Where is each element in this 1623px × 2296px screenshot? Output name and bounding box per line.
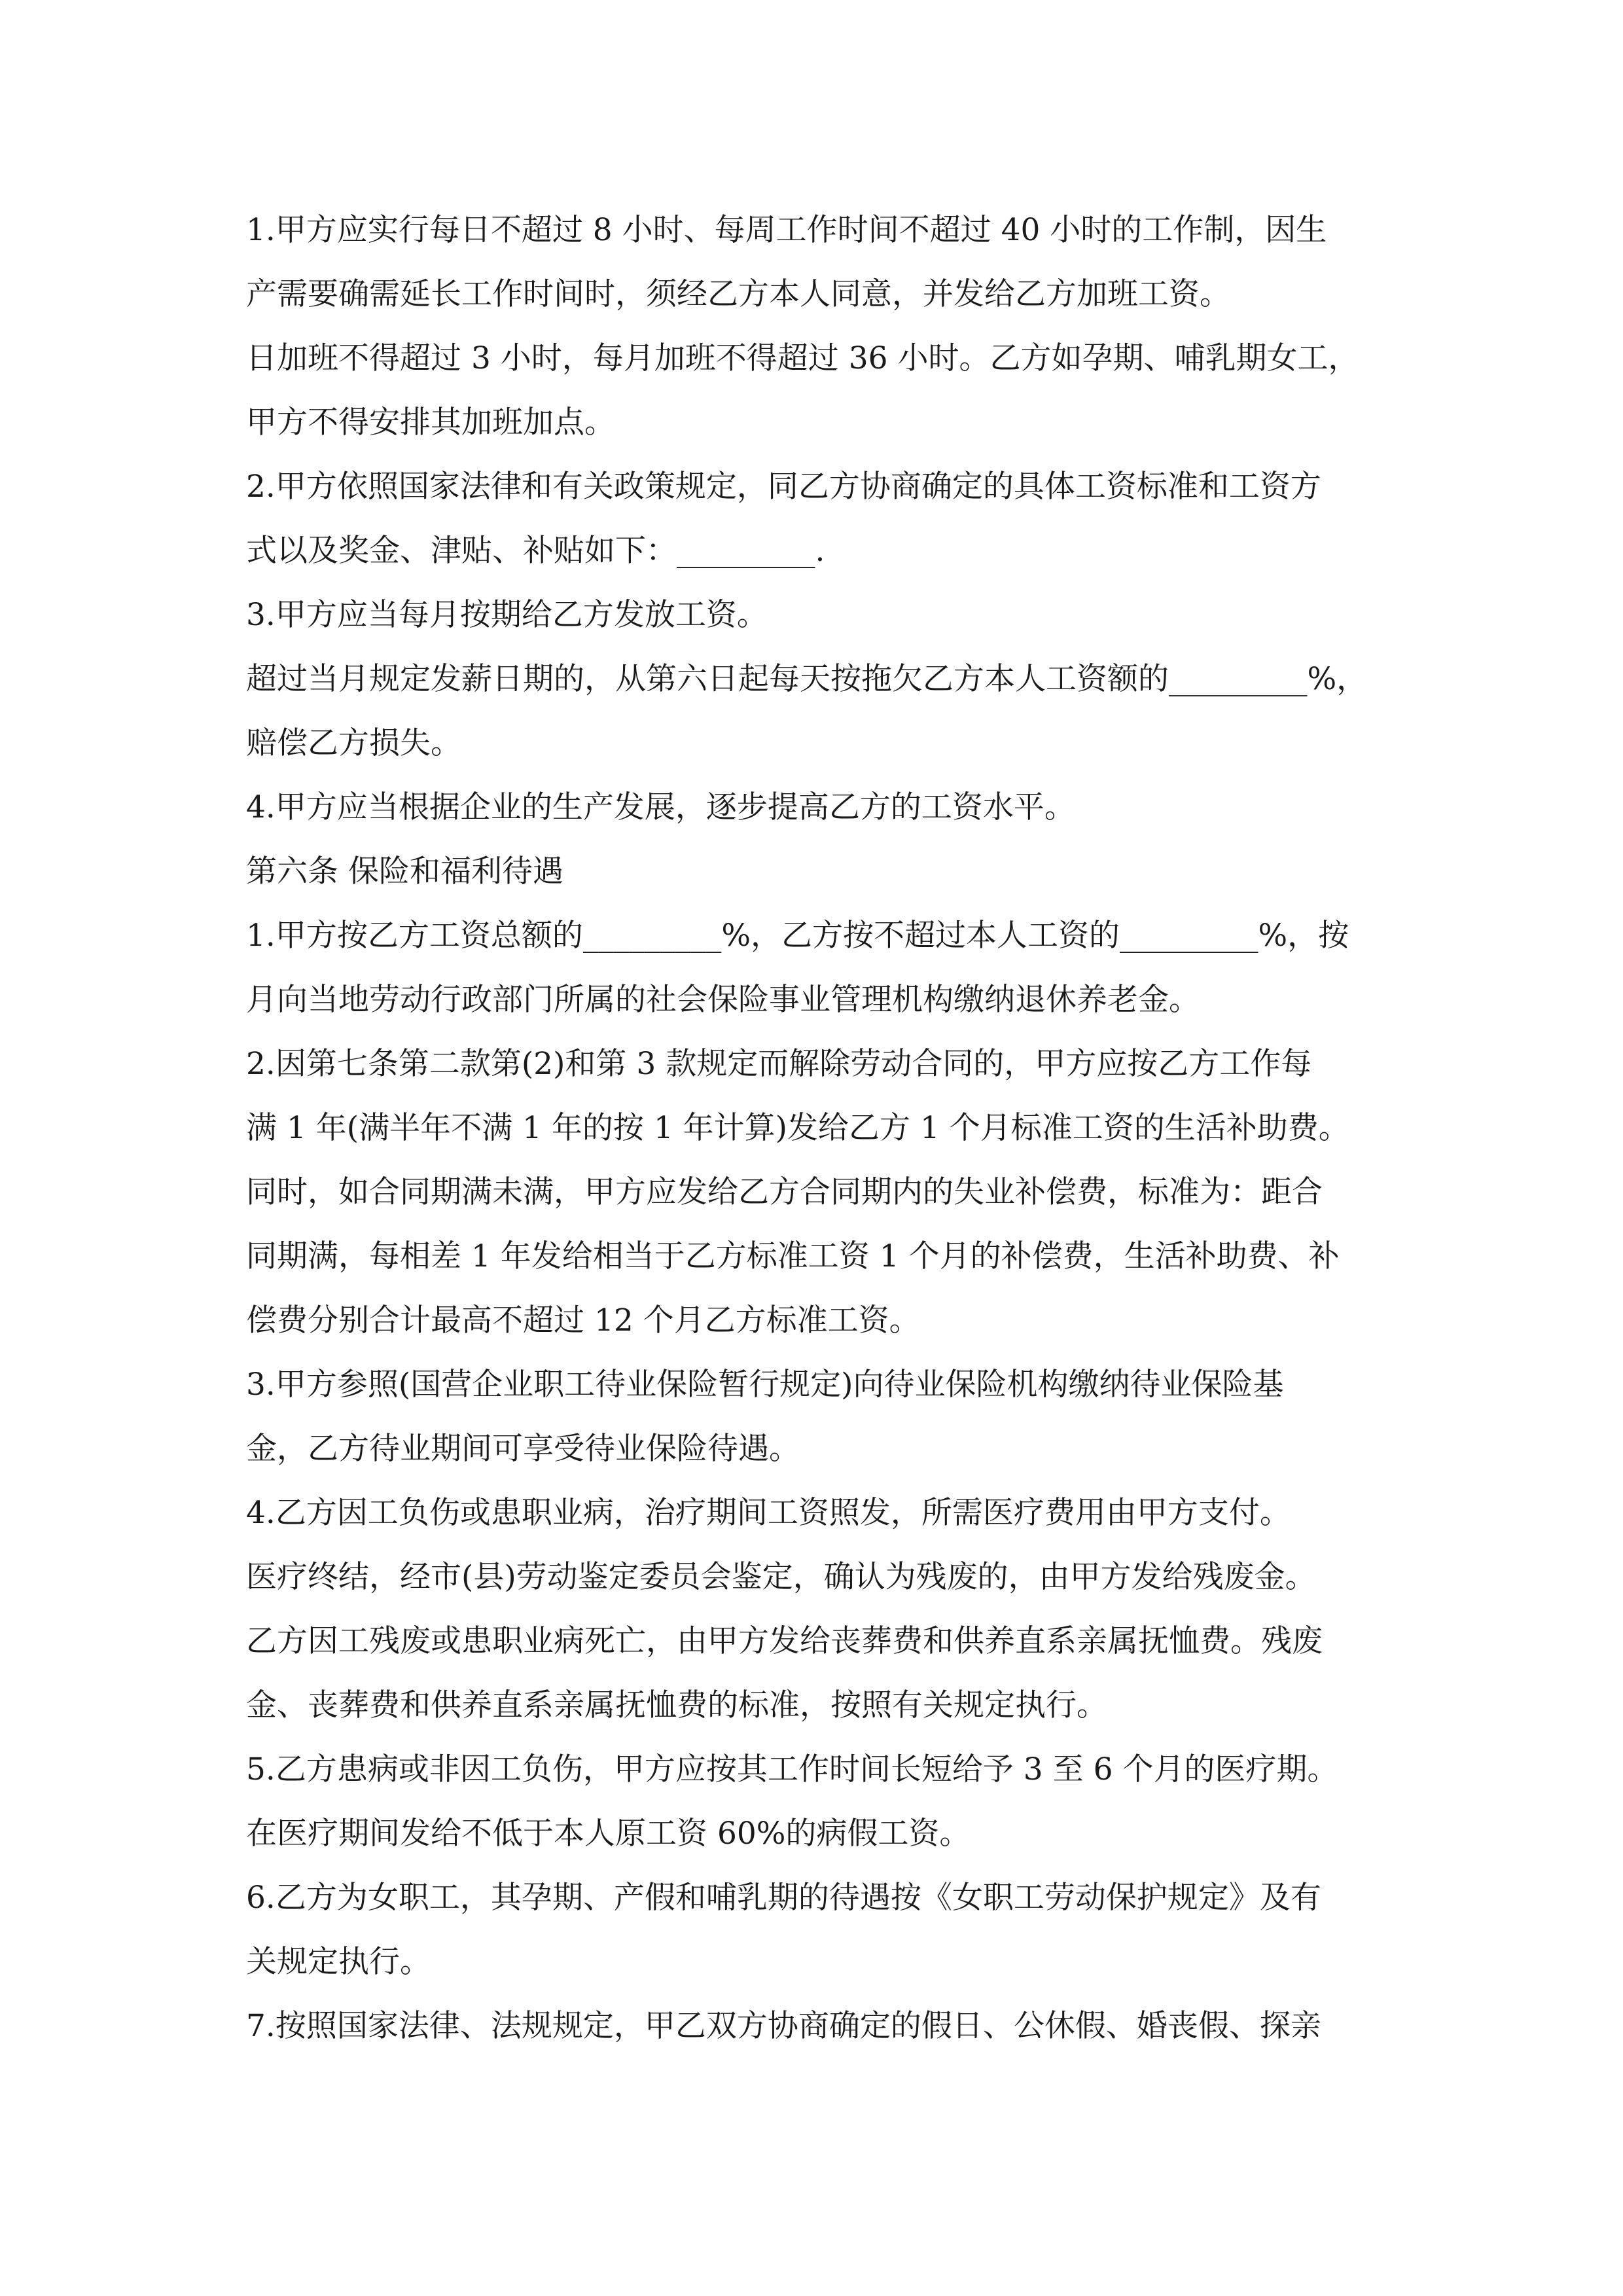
text-line: 金，乙方待业期间可享受待业保险待遇。 (246, 1431, 800, 1467)
text-line: 式以及奖金、津贴、补贴如下：_________. (246, 533, 825, 569)
text-line: 满 1 年(满半年不满 1 年的按 1 年计算)发给乙方 1 个月标准工资的生活补助费。 (246, 1110, 1349, 1146)
text-line: 2.因第七条第二款第(2)和第 3 款规定而解除劳动合同的，甲方应按乙方工作每 (246, 1046, 1312, 1082)
text-line: 6.乙方为女职工，其孕期、产假和哺乳期的待遇按《女职工劳动保护规定》及有 (246, 1880, 1321, 1916)
text-line: 产需要确需延长工作时间时，须经乙方本人同意，并发给乙方加班工资。 (246, 276, 1230, 312)
text-line: 医疗终结，经市(县)劳动鉴定委员会鉴定，确认为残废的，由甲方发给残废金。 (246, 1559, 1316, 1595)
text-line: 同时，如合同期满未满，甲方应发给乙方合同期内的失业补偿费，标准为：距合 (246, 1174, 1323, 1210)
text-line: 关规定执行。 (246, 1944, 431, 1980)
text-line: 4.乙方因工负伤或患职业病，治疗期间工资照发，所需医疗费用由甲方支付。 (246, 1495, 1291, 1531)
text-line: 月向当地劳动行政部门所属的社会保险事业管理机构缴纳退休养老金。 (246, 982, 1200, 1018)
text-line: 日加班不得超过 3 小时，每月加班不得超过 36 小时。乙方如孕期、哺乳期女工， (246, 340, 1359, 376)
text-line: 4.甲方应当根据企业的生产发展，逐步提高乙方的工资水平。 (246, 789, 1075, 825)
text-line: 偿费分别合计最高不超过 12 个月乙方标准工资。 (246, 1302, 920, 1338)
text-line: 1.甲方应实行每日不超过 8 小时、每周工作时间不超过 40 小时的工作制，因生 (246, 212, 1327, 248)
text-line: 2.甲方依照国家法律和有关政策规定，同乙方协商确定的具体工资标准和工资方 (246, 469, 1321, 505)
text-line: 7.按照国家法律、法规规定，甲乙双方协商确定的假日、公休假、婚丧假、探亲 (246, 2008, 1321, 2044)
text-line: 5.乙方患病或非因工负伤，甲方应按其工作时间长短给予 3 至 6 个月的医疗期。 (246, 1751, 1338, 1787)
text-line: 1.甲方按乙方工资总额的_________%，乙方按不超过本人工资的_________%，按 (246, 918, 1349, 954)
text-line: 乙方因工残废或患职业病死亡，由甲方发给丧葬费和供养直系亲属抚恤费。残废 (246, 1623, 1323, 1659)
text-line: 3.甲方应当每月按期给乙方发放工资。 (246, 597, 768, 633)
text-line: 在医疗期间发给不低于本人原工资 60%的病假工资。 (246, 1816, 971, 1852)
text-line: 甲方不得安排其加班加点。 (246, 404, 615, 440)
text-line: 3.甲方参照(国营企业职工待业保险暂行规定)向待业保险机构缴纳待业保险基 (246, 1367, 1284, 1403)
text-line: 赔偿乙方损失。 (246, 725, 461, 761)
text-line: 金、丧葬费和供养直系亲属抚恤费的标准，按照有关规定执行。 (246, 1687, 1107, 1723)
text-line: 超过当月规定发薪日期的，从第六日起每天按拖欠乙方本人工资额的_________%， (246, 661, 1368, 697)
text-line: 同期满，每相差 1 年发给相当于乙方标准工资 1 个月的补偿费，生活补助费、补 (246, 1238, 1340, 1274)
section-heading: 第六条 保险和福利待遇 (246, 853, 563, 889)
